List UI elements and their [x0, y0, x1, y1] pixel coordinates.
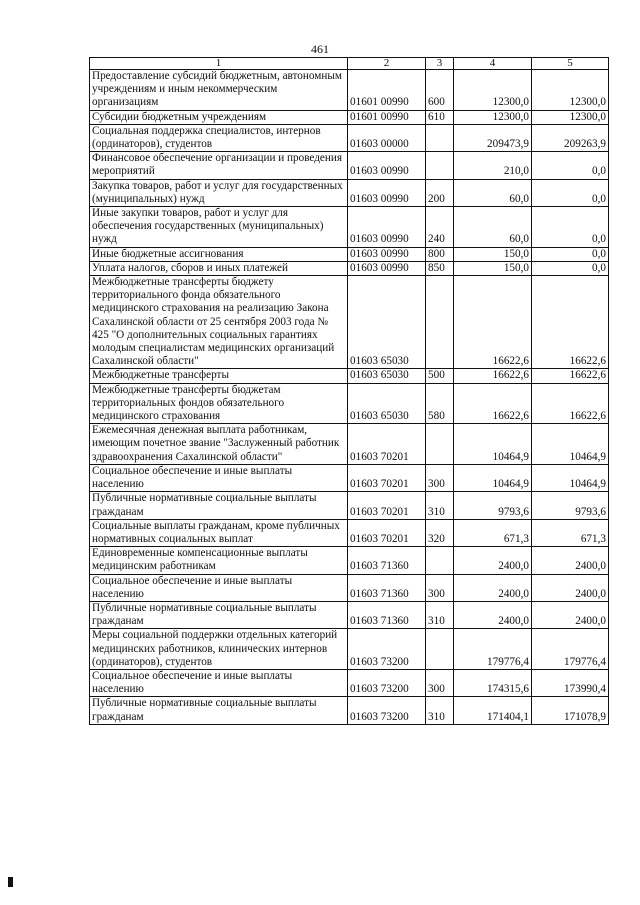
row-name-cell: Публичные нормативные социальные выплаты гражданам: [90, 492, 348, 519]
header-col-1: 1: [90, 58, 348, 70]
row-type-cell: [426, 629, 454, 670]
row-name-cell: Публичные нормативные социальные выплаты гражданам: [90, 601, 348, 628]
row-value-2024-cell: 179776,4: [454, 629, 532, 670]
table-row: [90, 601, 609, 628]
row-value-2024-cell: 12300,0: [454, 70, 532, 111]
table-row: [90, 152, 609, 179]
row-value-2024-cell: 2400,0: [454, 601, 532, 628]
row-type-cell: [426, 152, 454, 179]
row-value-2025-cell: 0,0: [532, 152, 609, 179]
row-name-cell: Закупка товаров, работ и услуг для государственных (муниципальных) нужд: [90, 179, 348, 206]
row-value-2025-cell: 179776,4: [532, 629, 609, 670]
table-row: [90, 697, 609, 724]
row-name-cell: Социальное обеспечение и иные выплаты населению: [90, 464, 348, 491]
row-type-cell: 300: [426, 574, 454, 601]
row-type-cell: 300: [426, 669, 454, 696]
page-number: 461: [311, 42, 329, 56]
row-code-cell: 01603 70201: [348, 519, 426, 546]
row-value-2025-cell: 0,0: [532, 207, 609, 248]
row-code-cell: 01603 65030: [348, 276, 426, 369]
row-code-cell: 01603 71360: [348, 547, 426, 574]
row-code-cell: 01603 71360: [348, 601, 426, 628]
row-value-2025-cell: 16622,6: [532, 276, 609, 369]
row-value-2024-cell: 16622,6: [454, 383, 532, 424]
row-type-cell: 310: [426, 601, 454, 628]
row-value-2024-cell: 16622,6: [454, 369, 532, 383]
row-type-cell: 580: [426, 383, 454, 424]
row-name-cell: Иные бюджетные ассигнования: [90, 247, 348, 261]
row-value-2025-cell: 209263,9: [532, 124, 609, 151]
row-name-cell: Иные закупки товаров, работ и услуг для обеспечения государственных (муниципальных) нужд: [90, 207, 348, 248]
row-type-cell: [426, 124, 454, 151]
row-value-2025-cell: 0,0: [532, 179, 609, 206]
row-code-cell: 01603 73200: [348, 629, 426, 670]
row-type-cell: 200: [426, 179, 454, 206]
row-name-cell: Межбюджетные трансферты бюджету территориального фонда обязательного медицинского страхования на реализацию Закона Сахалинской области от 25 сентября 2003 года № 425 "О дополнительных социальных гарантиях молодым специалистам медицинских организаций Сахалинской области": [90, 276, 348, 369]
row-code-cell: 01603 70201: [348, 464, 426, 491]
row-code-cell: 01603 00990: [348, 179, 426, 206]
row-type-cell: 600: [426, 70, 454, 111]
table-row: [90, 383, 609, 424]
table-row: [90, 424, 609, 465]
header-col-2: 2: [348, 58, 426, 70]
table-row: [90, 110, 609, 124]
table-row: [90, 179, 609, 206]
header-col-5: 5: [532, 58, 609, 70]
row-value-2024-cell: 671,3: [454, 519, 532, 546]
row-value-2025-cell: 173990,4: [532, 669, 609, 696]
row-code-cell: 01603 00990: [348, 152, 426, 179]
row-code-cell: 01603 73200: [348, 669, 426, 696]
row-type-cell: [426, 547, 454, 574]
row-value-2024-cell: 10464,9: [454, 464, 532, 491]
row-type-cell: 300: [426, 464, 454, 491]
row-code-cell: 01603 00990: [348, 261, 426, 275]
header-row: [90, 58, 609, 70]
row-type-cell: 310: [426, 697, 454, 724]
row-value-2025-cell: 0,0: [532, 261, 609, 275]
row-value-2025-cell: 10464,9: [532, 424, 609, 465]
header-col-4: 4: [454, 58, 532, 70]
row-name-cell: Финансовое обеспечение организации и проведения мероприятий: [90, 152, 348, 179]
budget-table: [89, 57, 609, 725]
row-code-cell: 01603 65030: [348, 369, 426, 383]
table-row: [90, 464, 609, 491]
row-name-cell: Социальные выплаты гражданам, кроме публичных нормативных социальных выплат: [90, 519, 348, 546]
table-row: [90, 207, 609, 248]
row-value-2024-cell: 150,0: [454, 261, 532, 275]
row-code-cell: 01603 70201: [348, 424, 426, 465]
row-name-cell: Предоставление субсидий бюджетным, автономным учреждениям и иным некоммерческим организациям: [90, 70, 348, 111]
row-code-cell: 01603 71360: [348, 574, 426, 601]
row-type-cell: 610: [426, 110, 454, 124]
row-code-cell: 01603 65030: [348, 383, 426, 424]
row-value-2024-cell: 16622,6: [454, 276, 532, 369]
row-name-cell: Публичные нормативные социальные выплаты гражданам: [90, 697, 348, 724]
row-value-2025-cell: 16622,6: [532, 369, 609, 383]
table-row: [90, 519, 609, 546]
row-value-2025-cell: 10464,9: [532, 464, 609, 491]
row-type-cell: 320: [426, 519, 454, 546]
row-type-cell: [426, 424, 454, 465]
row-code-cell: 01603 70201: [348, 492, 426, 519]
row-name-cell: Ежемесячная денежная выплата работникам, имеющим почетное звание "Заслуженный работник здравоохранения Сахалинской области": [90, 424, 348, 465]
row-name-cell: Социальное обеспечение и иные выплаты населению: [90, 669, 348, 696]
row-value-2024-cell: 174315,6: [454, 669, 532, 696]
table-row: [90, 70, 609, 111]
row-value-2025-cell: 9793,6: [532, 492, 609, 519]
row-name-cell: Меры социальной поддержки отдельных категорий медицинских работников, клинических интернов (ординаторов), студентов: [90, 629, 348, 670]
row-value-2025-cell: 2400,0: [532, 601, 609, 628]
row-value-2025-cell: 2400,0: [532, 574, 609, 601]
row-value-2024-cell: 60,0: [454, 207, 532, 248]
row-code-cell: 01601 00990: [348, 70, 426, 111]
row-value-2024-cell: 209473,9: [454, 124, 532, 151]
row-value-2025-cell: 12300,0: [532, 110, 609, 124]
row-code-cell: 01601 00990: [348, 110, 426, 124]
row-type-cell: 240: [426, 207, 454, 248]
row-value-2025-cell: 0,0: [532, 247, 609, 261]
row-value-2024-cell: 12300,0: [454, 110, 532, 124]
row-name-cell: Межбюджетные трансферты: [90, 369, 348, 383]
row-type-cell: [426, 276, 454, 369]
table-body: [90, 70, 609, 725]
table-row: [90, 547, 609, 574]
table-row: [90, 492, 609, 519]
row-type-cell: 800: [426, 247, 454, 261]
table-row: [90, 369, 609, 383]
row-value-2025-cell: 671,3: [532, 519, 609, 546]
table-row: [90, 574, 609, 601]
row-name-cell: Социальная поддержка специалистов, интернов (ординаторов), студентов: [90, 124, 348, 151]
row-value-2024-cell: 9793,6: [454, 492, 532, 519]
table-row: [90, 669, 609, 696]
row-value-2024-cell: 2400,0: [454, 574, 532, 601]
row-code-cell: 01603 73200: [348, 697, 426, 724]
row-code-cell: 01603 00000: [348, 124, 426, 151]
row-name-cell: Уплата налогов, сборов и иных платежей: [90, 261, 348, 275]
row-value-2024-cell: 10464,9: [454, 424, 532, 465]
row-code-cell: 01603 00990: [348, 247, 426, 261]
table-row: [90, 276, 609, 369]
table-header: [90, 58, 609, 70]
row-name-cell: Социальное обеспечение и иные выплаты населению: [90, 574, 348, 601]
header-col-3: 3: [426, 58, 454, 70]
row-value-2025-cell: 12300,0: [532, 70, 609, 111]
row-value-2025-cell: 16622,6: [532, 383, 609, 424]
table-row: [90, 124, 609, 151]
row-value-2024-cell: 60,0: [454, 179, 532, 206]
table-row: [90, 629, 609, 670]
row-type-cell: 310: [426, 492, 454, 519]
row-name-cell: Единовременные компенсационные выплаты медицинским работникам: [90, 547, 348, 574]
scan-mark: [8, 877, 13, 887]
row-type-cell: 850: [426, 261, 454, 275]
row-value-2024-cell: 2400,0: [454, 547, 532, 574]
row-value-2025-cell: 171078,9: [532, 697, 609, 724]
row-value-2024-cell: 150,0: [454, 247, 532, 261]
row-value-2024-cell: 210,0: [454, 152, 532, 179]
table-row: [90, 261, 609, 275]
row-type-cell: 500: [426, 369, 454, 383]
row-value-2024-cell: 171404,1: [454, 697, 532, 724]
row-name-cell: Субсидии бюджетным учреждениям: [90, 110, 348, 124]
row-value-2025-cell: 2400,0: [532, 547, 609, 574]
row-name-cell: Межбюджетные трансферты бюджетам территориальных фондов обязательного медицинского страхования: [90, 383, 348, 424]
row-code-cell: 01603 00990: [348, 207, 426, 248]
table-row: [90, 247, 609, 261]
